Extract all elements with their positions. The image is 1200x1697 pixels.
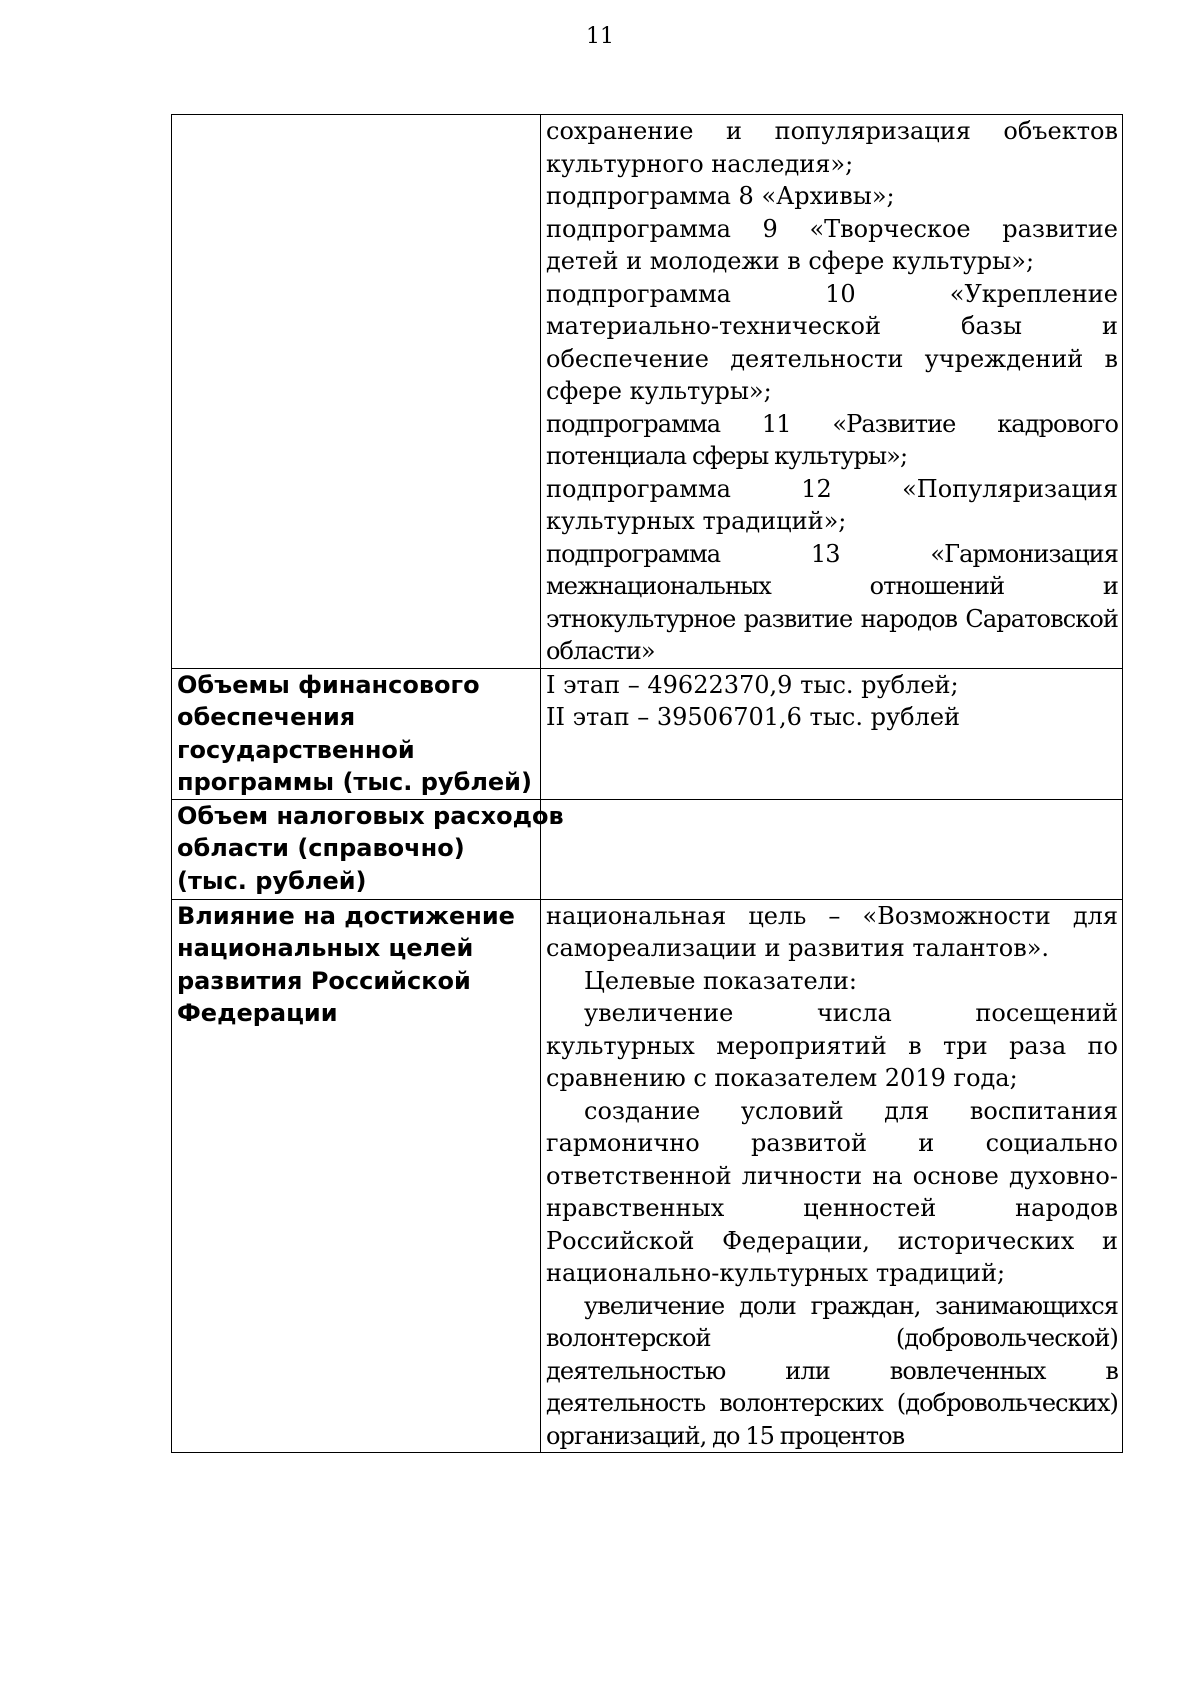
row-value-cell	[541, 799, 1123, 899]
row-value-cell	[541, 668, 1123, 799]
row-value-cell	[541, 899, 1123, 1453]
value-paragraph: подпрограмма 8 «Архивы»;	[546, 182, 895, 210]
value-paragraph: II этап – 39506701,6 тыс. рублей	[546, 703, 961, 731]
value-paragraph: подпрограмма 12 «Популяризация культурных традиций»;	[546, 474, 1118, 535]
program-passport-table	[171, 114, 1123, 1453]
row-label-line: государственной	[177, 735, 415, 764]
value-paragraph: I этап – 49622370,9 тыс. рублей;	[546, 670, 959, 699]
passport-table-body	[172, 115, 1123, 1453]
value-paragraph: подпрограмма 10 «Укрепление материально-технической базы и обеспечение деятельности учреждений в сфере культуры»;	[546, 279, 1118, 405]
row-label-line: Федерации	[177, 999, 338, 1027]
table-row	[172, 115, 1123, 669]
row-label-cell	[172, 899, 541, 1453]
row-label-line: национальных целей	[177, 934, 474, 962]
table-row	[172, 899, 1123, 1453]
value-paragraph: увеличение числа посещений культурных мероприятий в три раза по сравнению с показателем 2019 года;	[546, 999, 1118, 1092]
row-label-line: (тыс. рублей)	[177, 866, 367, 895]
row-label-line: обеспечения	[177, 703, 356, 731]
value-paragraph: создание условий для воспитания гармонично развитой и социально ответственной личности на основе духовно-нравственных ценностей народов Российской Федерации, исторических и национально-культурных традиций;	[546, 1096, 1118, 1287]
value-paragraph: национальная цель – «Возможности для самореализации и развития талантов».	[546, 901, 1118, 962]
value-paragraph: увеличение доли граждан, занимающихся волонтерской (добровольческой) деятельностью или вовлеченных в деятельность волонтерских (добровольческих) организаций, до 15 процентов	[546, 1291, 1118, 1450]
row-label-line: Объем налоговых расходов	[177, 801, 564, 830]
row-label-cell	[172, 799, 564, 899]
row-label-line: Объемы финансового	[177, 670, 480, 699]
row-label-line: области (справочно)	[177, 834, 465, 862]
row-label-line: развития Российской	[177, 966, 471, 995]
row-label-line: Влияние на достижение	[177, 901, 515, 930]
row-label-cell	[172, 115, 541, 669]
value-paragraph: подпрограмма 13 «Гармонизация межнациональных отношений и этнокультурное развитие народов Саратовской области»	[546, 539, 1118, 665]
table-row	[172, 799, 1123, 899]
row-label-cell	[172, 668, 541, 799]
table-row	[172, 668, 1123, 799]
row-label-line: программы (тыс. рублей)	[177, 768, 532, 796]
value-paragraph: сохранение и популяризация объектов культурного наследия»;	[546, 117, 1118, 178]
value-paragraph: Целевые показатели:	[584, 966, 857, 995]
row-value-cell	[541, 115, 1123, 669]
page-number: 11	[586, 24, 614, 49]
value-paragraph: подпрограмма 9 «Творческое развитие детей и молодежи в сфере культуры»;	[546, 214, 1118, 275]
value-paragraph: подпрограмма 11 «Развитие кадрового потенциала сферы культуры»;	[546, 409, 1118, 470]
